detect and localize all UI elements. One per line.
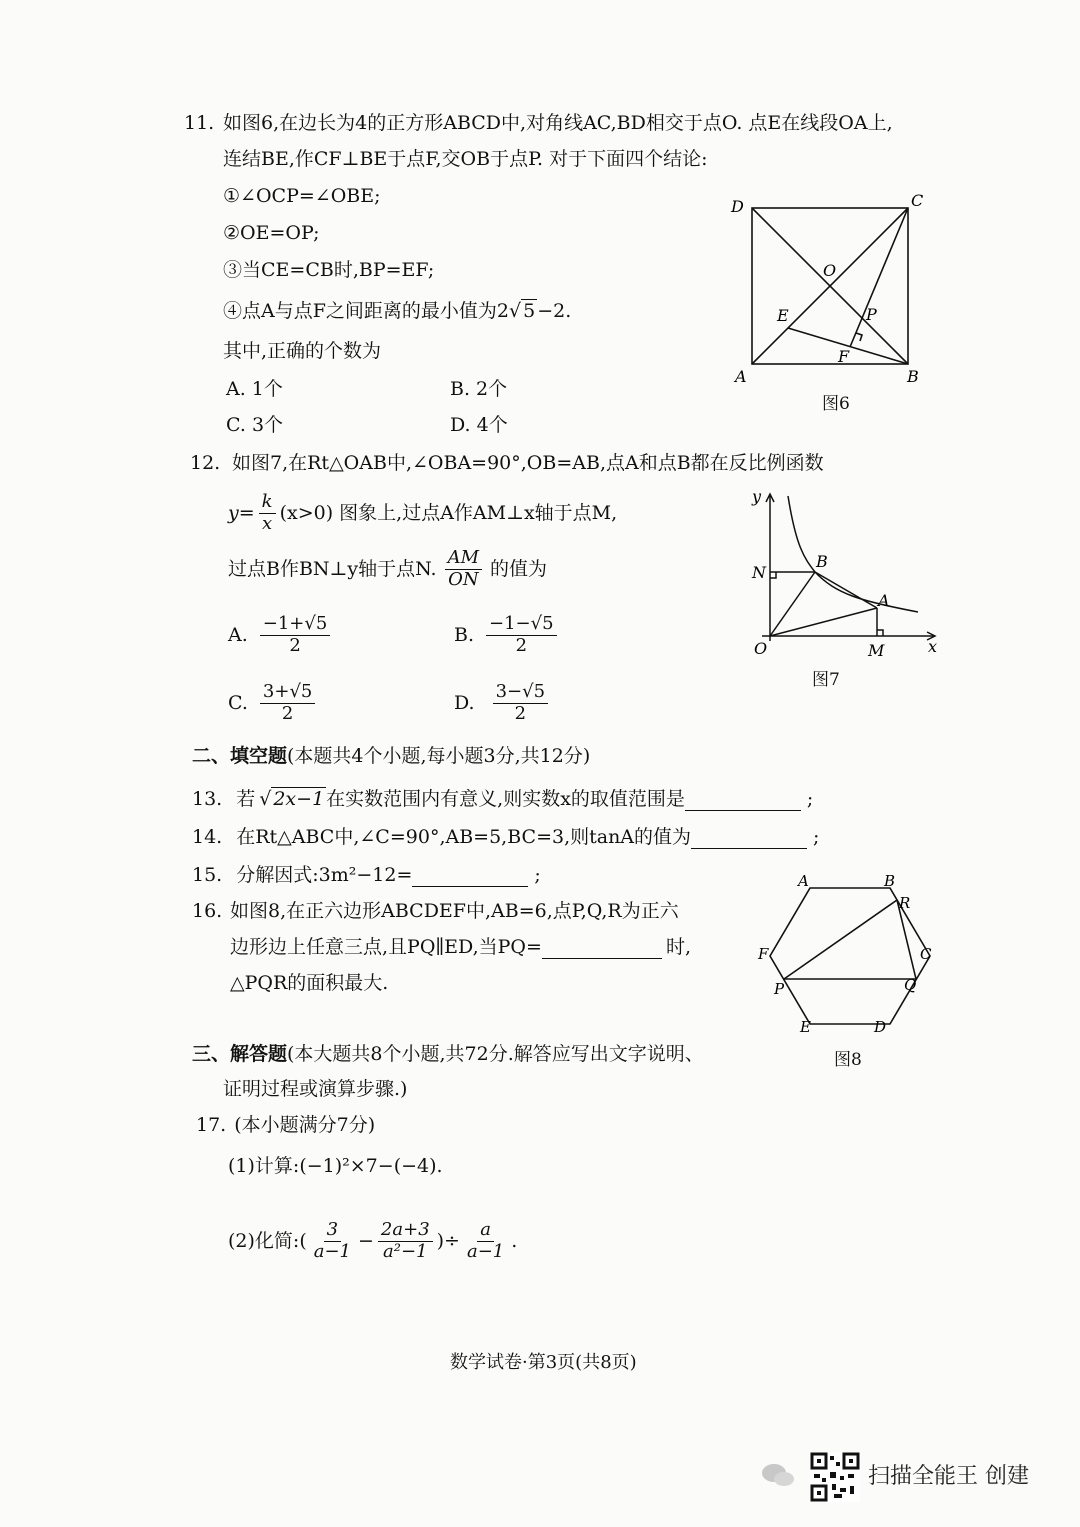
q11-stem-line2: 连结BE,作CF⊥BE于点F,交OB于点P. 对于下面四个结论: xyxy=(223,148,708,170)
right-angle-f xyxy=(856,333,862,341)
label-e: E xyxy=(777,306,789,325)
q16-line2: 边形边上任意三点,且PQ∥ED,当PQ= 时, xyxy=(230,936,691,958)
q11-option-d: D. 4个 xyxy=(450,414,508,436)
q12-function-line: y= $\frac{k}{x}$ (x>0) 图象上,过点A作AM⊥x轴于点M, xyxy=(228,491,618,534)
label-q: Q xyxy=(904,976,917,994)
q11-question: 其中,正确的个数为 xyxy=(223,340,382,362)
figure-7 xyxy=(740,486,950,666)
label-n: N xyxy=(752,563,766,582)
label-x: x xyxy=(928,637,938,656)
right-angle-n xyxy=(770,572,776,578)
label-a: A xyxy=(878,591,890,610)
label-f: F xyxy=(758,945,769,963)
segment-pr xyxy=(784,900,897,979)
q11-conclusion-3: ③当CE=CB时,BP=EF; xyxy=(223,259,435,281)
q12-stem-line1: 如图7,在Rt△OAB中,∠OBA=90°,OB=AB,点A和点B都在反比例函数 xyxy=(232,452,824,474)
qr-code-icon xyxy=(810,1452,860,1502)
label-e: E xyxy=(800,1018,811,1036)
wechat-icon xyxy=(760,1460,796,1490)
label-m: M xyxy=(868,641,885,660)
q16-line3: △PQR的面积最大. xyxy=(230,972,389,994)
q11-number: 11. xyxy=(184,112,215,134)
page-footer: 数学试卷·第3页(共8页) xyxy=(450,1352,637,1373)
q16-number: 16. xyxy=(192,900,223,922)
label-b: B xyxy=(884,872,896,890)
label-b: B xyxy=(907,367,919,386)
figure-7-caption: 图7 xyxy=(812,670,840,690)
label-a: A xyxy=(798,872,809,890)
q12-option-c: C. $\frac{3+√5}{2}$ xyxy=(228,682,319,724)
q15-answer-blank[interactable] xyxy=(412,866,528,887)
label-b: B xyxy=(816,552,828,571)
q11-stem-line1: 如图6,在边长为4的正方形ABCD中,对角线AC,BD相交于点O. 点E在线段OA上, xyxy=(223,112,893,134)
q12-option-b: B. $\frac{-1-√5}{2}$ xyxy=(454,614,561,656)
section2-heading: 二、填空题(本题共4个小题,每小题3分,共12分) xyxy=(192,745,591,767)
q11-option-a: A. 1个 xyxy=(226,378,283,400)
q12-ratio-fraction: $\frac{AM}{ON}$ xyxy=(445,548,482,590)
q11-conclusion-1: ①∠OCP=∠OBE; xyxy=(223,185,381,207)
q11-option-c: C. 3个 xyxy=(226,414,284,436)
label-c: C xyxy=(911,191,924,210)
q14: 14. 在Rt△ABC中,∠C=90°,AB=5,BC=3,则tanA的值为 ; xyxy=(192,826,820,848)
label-a: A xyxy=(735,367,747,386)
figure-6-caption: 图6 xyxy=(822,394,850,414)
label-y: y xyxy=(752,487,762,506)
q17-part2: (2)化简:( $\frac{3}{a-1}$ − $\frac{2a+3}{\text{a²−1}}$ )÷ $\frac{a}{a-1}$ . xyxy=(228,1219,518,1262)
label-f: F xyxy=(838,347,850,366)
figure-8-caption: 图8 xyxy=(834,1050,862,1070)
label-p: P xyxy=(774,980,785,998)
q12-ratio-line: 过点B作BN⊥y轴于点N. $\frac{AM}{ON}$ 的值为 xyxy=(228,547,548,590)
q12-option-d: D. $\frac{3-√5}{2}$ xyxy=(454,682,552,724)
segment-ab xyxy=(815,572,877,608)
q11-option-b: B. 2个 xyxy=(450,378,508,400)
label-d: D xyxy=(731,197,744,216)
label-o: O xyxy=(823,261,837,280)
section3-note-line2: 证明过程或演算步骤.) xyxy=(223,1078,408,1100)
section3-heading: 三、解答题(本大题共8个小题,共72分.解答应写出文字说明、 xyxy=(192,1043,704,1065)
label-o: O xyxy=(754,639,768,658)
q12-function-fraction: $\frac{k}{x}$ xyxy=(259,492,276,534)
q15: 15. 分解因式:3m²−12= ; xyxy=(192,864,541,886)
q13: 13. 若 √ 2x−1 在实数范围内有意义,则实数x的取值范围是 ; xyxy=(192,788,814,810)
q14-answer-blank[interactable] xyxy=(691,828,807,849)
q16-line1: 如图8,在正六边形ABCDEF中,AB=6,点P,Q,R为正六 xyxy=(230,900,679,922)
q17-part1: (1)计算:(−1)²×7−(−4). xyxy=(228,1155,443,1177)
watermark-text: 扫描全能王 创建 xyxy=(868,1464,1029,1489)
figure-8 xyxy=(750,868,950,1048)
q11-conclusion-4: ④点A与点F之间距离的最小值为2√ 5 −2. xyxy=(223,300,572,322)
q17-header: 17. (本小题满分7分) xyxy=(196,1114,376,1136)
q12-option-a: A. $\frac{-1+√5}{2}$ xyxy=(228,614,334,656)
q16-answer-blank[interactable] xyxy=(542,938,662,959)
q11-conclusion-2: ②OE=OP; xyxy=(223,222,320,244)
label-r: R xyxy=(899,894,911,912)
q13-answer-blank[interactable] xyxy=(685,790,801,811)
label-d: D xyxy=(874,1018,887,1036)
segment-cf xyxy=(850,208,908,347)
label-p: P xyxy=(866,305,877,324)
right-angle-m xyxy=(877,630,883,636)
label-c: C xyxy=(920,945,932,963)
figure-6 xyxy=(725,188,935,418)
q12-number: 12. xyxy=(190,452,221,474)
